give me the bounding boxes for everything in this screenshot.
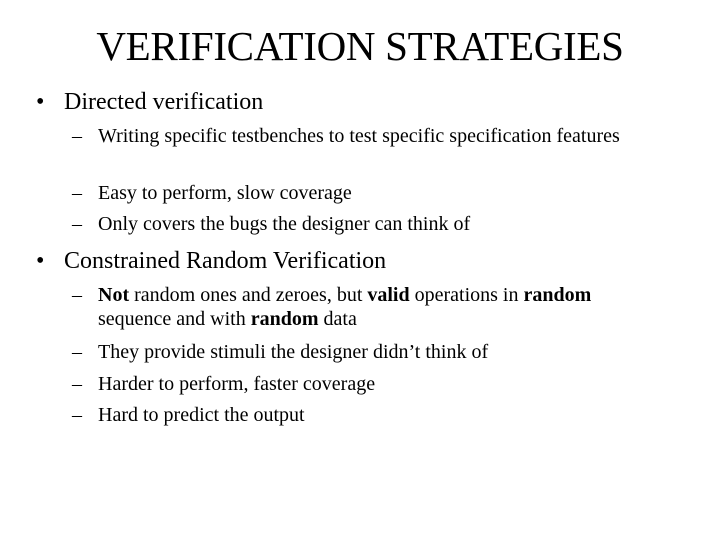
sub-item-text: Easy to perform, slow coverage xyxy=(98,182,352,204)
bold-word: Not xyxy=(98,284,130,306)
bullet-mark: • xyxy=(36,248,45,274)
sub-item-text: Harder to perform, faster coverage xyxy=(98,373,376,395)
dash-mark: – xyxy=(72,284,82,306)
dash-mark: – xyxy=(72,182,82,204)
bullet-heading: Constrained Random Verification xyxy=(64,248,387,274)
bold-word: valid xyxy=(367,284,410,306)
dash-mark: – xyxy=(72,404,82,426)
bullet-mark: • xyxy=(36,89,45,115)
sub-item-text: Writing specific testbenches to test specific specification features xyxy=(98,125,620,147)
sub-item-text: They provide stimuli the designer didn’t think of xyxy=(98,341,489,363)
text-run: sequence and with xyxy=(98,308,251,330)
sub-item-text: Only covers the bugs the designer can think of xyxy=(98,213,471,235)
dash-mark: – xyxy=(72,125,82,147)
dash-mark: – xyxy=(72,341,82,363)
sub-item-text-rich xyxy=(98,283,658,331)
text-run: data xyxy=(318,308,357,330)
dash-mark: – xyxy=(72,213,82,235)
text-run: random ones and zeroes, but xyxy=(129,284,368,306)
bold-word: random xyxy=(523,284,592,306)
slide-title: VERIFICATION STRATEGIES xyxy=(96,23,624,69)
bullet-heading: Directed verification xyxy=(64,89,264,115)
bold-word: random xyxy=(250,308,319,330)
sub-item-text: Hard to predict the output xyxy=(98,404,305,426)
text-run: operations in xyxy=(409,284,524,306)
dash-mark: – xyxy=(72,373,82,395)
